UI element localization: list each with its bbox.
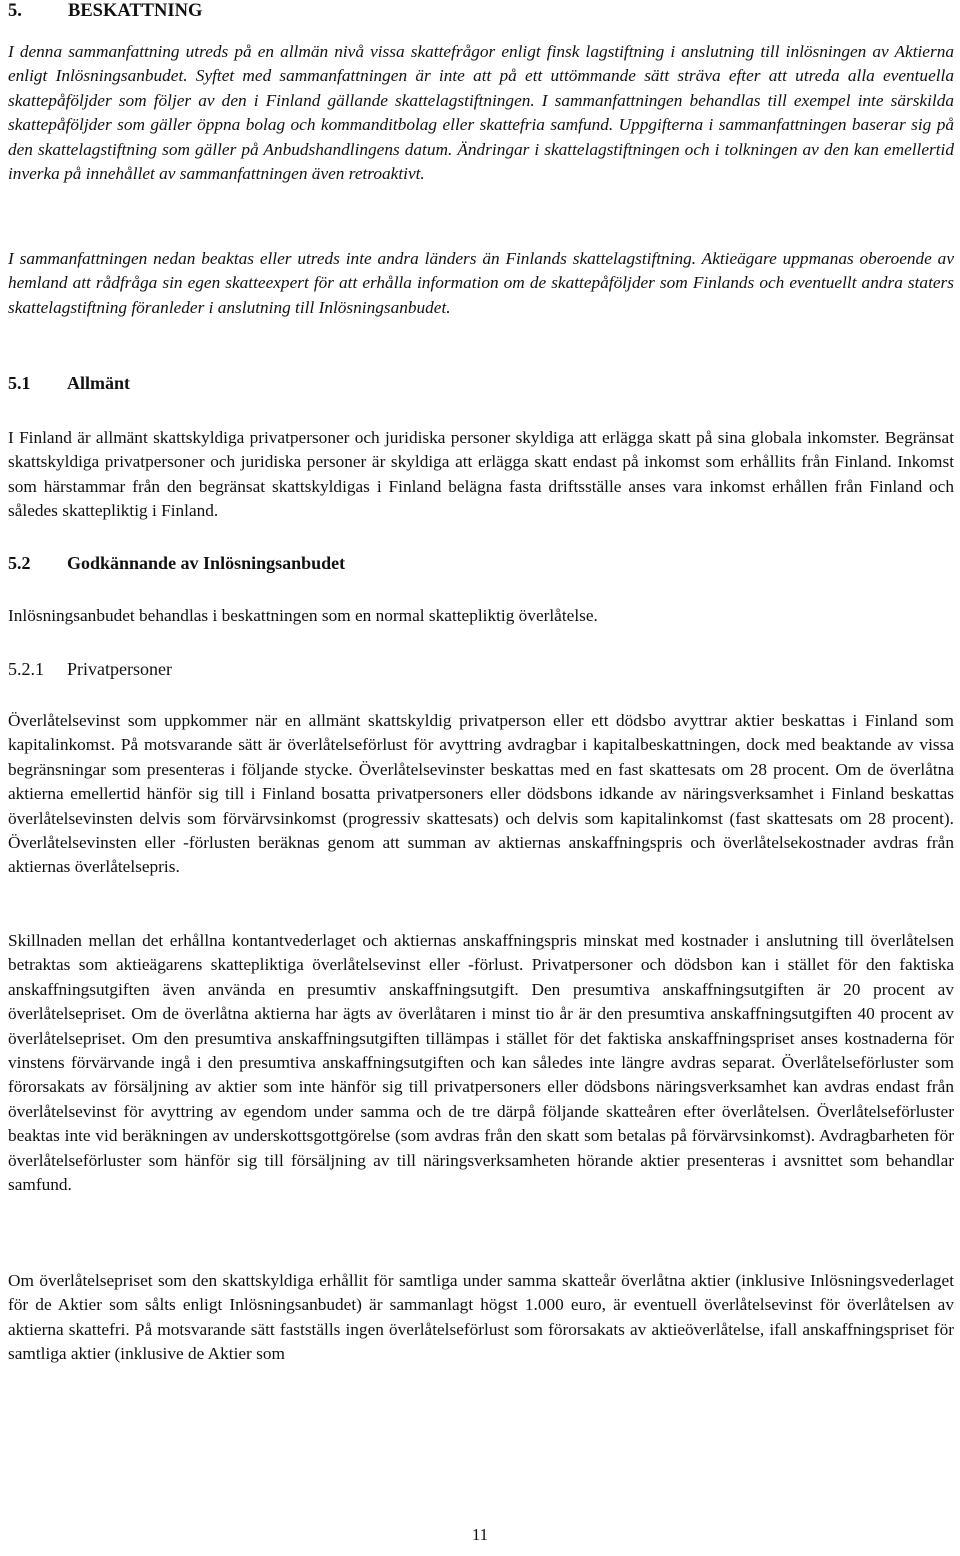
subsection-number: 5.2.1 — [8, 659, 44, 679]
section-heading — [8, 0, 202, 23]
section-title: BESKATTNING — [68, 1, 203, 21]
paragraph-5-1: I Finland är allmänt skattskyldiga privatpersoner och juridiska personer skyldiga att erlägga skatt på sina globala inkomster. Begränsat skattskyldiga privatpersoner och juridiska personer är skyldiga att erlägga skatt endast på inkomst som erhållits från Finland. Inkomst som härstammar från den begränsat skattskyldigas i Finland belägna fasta driftsställe anses vara inkomst erhållen från Finland och således skattepliktig i Finland. — [8, 428, 954, 521]
intro-paragraph-1: I denna sammanfattning utreds på en allmän nivå vissa skattefrågor enligt finsk lagstiftning i anslutning till inlösningen av Aktierna enligt Inlösningsanbudet. Syftet med sammanfattningen är inte att på ett uttömmande sätt sträva efter att utreda alla eventuella skattepåföljder som följer av den i Finland gällande skattelagstiftningen. I sammanfattningen behandlas till exempel inte särskilda skattepåföljder som gäller öppna bolag och kommanditbolag eller skattefria samfund. Uppgifterna i sammanfattningen baserar sig på den skattelagstiftning som gäller på Anbudshandlingens datum. Ändringar i skattelagstiftningen och i tolkningen av den kan emellertid inverka på innehållet av sammanfattningen även retroaktivt. — [8, 42, 954, 184]
subsection-heading-5-1 — [8, 371, 130, 395]
subsection-title: Privatpersoner — [67, 659, 172, 679]
subsection-number: 5.2 — [8, 553, 31, 573]
subsection-heading-5-2-1 — [8, 657, 172, 681]
paragraph-5-2-1-b: Skillnaden mellan det erhållna kontantvederlaget och aktiernas anskaffningspris minskat med kostnader i anslutning till överlåtelsen betraktas som aktieägarens skattepliktiga överlåtelsevinst eller -förlust. Privatpersoner och dödsbon kan i stället för den faktiska anskaffningsutgiften även använda en presumtiv anskaffningsutgift. Den presumtiva anskaffningsutgiften är 20 procent av överlåtelsepriset. Om de överlåtna aktierna har ägts av överlåtaren i minst tio år är den presumtiva anskaffningsutgiften 40 procent av överlåtelsepriset. Om den presumtiva anskaffningsutgiften tillämpas i stället för det faktiska anskaffningspriset anses kostnaderna för vinstens förvärvande ingå i den presumtiva anskaffningsutgiften och kan således inte längre avdras separat. Överlåtelseförluster som förorsakats av försäljning av aktier som inte hänför sig till privatpersoners eller dödsbons näringsverksamhet kan avdras endast från överlåtelsevinst för avyttring av egendom under samma och de tre därpå följande skatteåren efter överlåtelsen. Överlåtelseförluster beaktas inte vid beräkningen av underskottsgottgörelse (som avdras från den skatt som betalas på förvärvsinkomst). Avdragbarheten för överlåtelseförluster som hänför sig till försäljning av till näringsverksamheten hörande aktier presenteras i avsnittet som behandlar samfund. — [8, 931, 954, 1195]
paragraph-5-2: Inlösningsanbudet behandlas i beskattningen som en normal skattepliktig överlåtelse. — [8, 606, 598, 625]
subsection-title: Godkännande av Inlösningsanbudet — [67, 553, 346, 573]
subsection-heading-5-2 — [8, 551, 345, 575]
subsection-title: Allmänt — [67, 373, 130, 393]
page-number: 11 — [471, 1525, 489, 1544]
paragraph-5-2-1-c: Om överlåtelsepriset som den skattskyldiga erhållit för samtliga under samma skatteår överlåtna aktier (inklusive Inlösningsvederlaget för de Aktier som sålts enligt Inlösningsanbudet) är sammanlagt högst 1.000 euro, är eventuell överlåtelsevinst för överlåtelsen av aktierna skattefri. På motsvarande sätt fastställs ingen överlåtelseförlust som förorsakats av aktieöverlåtelse, ifall anskaffningspriset för samtliga aktier (inklusive de Aktier som — [8, 1271, 954, 1364]
paragraph-5-2-1-a: Överlåtelsevinst som uppkommer när en allmänt skattskyldig privatperson eller ett dödsbo avyttrar aktier beskattas i Finland som kapitalinkomst. På motsvarande sätt är överlåtelseförlust för avyttring avdragbar i kapitalbeskattningen, dock med beaktande av vissa begränsningar som presenteras i följande stycke. Överlåtelsevinster beskattas med en fast skattesats om 28 procent. Om de överlåtna aktierna emellertid hänför sig till i Finland bosatta privatpersoners eller dödsbons idkande av näringsverksamhet i Finland beskattas överlåtelsevinsten delvis som förvärvsinkomst (progressiv skattesats) och delvis som kapitalinkomst (fast skattesats om 28 procent). Överlåtelsevinsten eller -förlusten beräknas genom att summan av aktiernas anskaffningspris och överlåtelsekostnader avdras från aktiernas överlåtelsepris. — [8, 711, 954, 877]
section-number: 5. — [8, 1, 22, 21]
subsection-number: 5.1 — [8, 373, 31, 393]
intro-paragraph-2: I sammanfattningen nedan beaktas eller utreds inte andra länders än Finlands skattelagstiftning. Aktieägare uppmanas oberoende av hemland att rådfråga sin egen skatteexpert för att erhålla information om de skattepåföljder som Finlands och eventuellt andra staters skattelagstiftning föranleder i anslutning till Inlösningsanbudet. — [8, 249, 954, 317]
